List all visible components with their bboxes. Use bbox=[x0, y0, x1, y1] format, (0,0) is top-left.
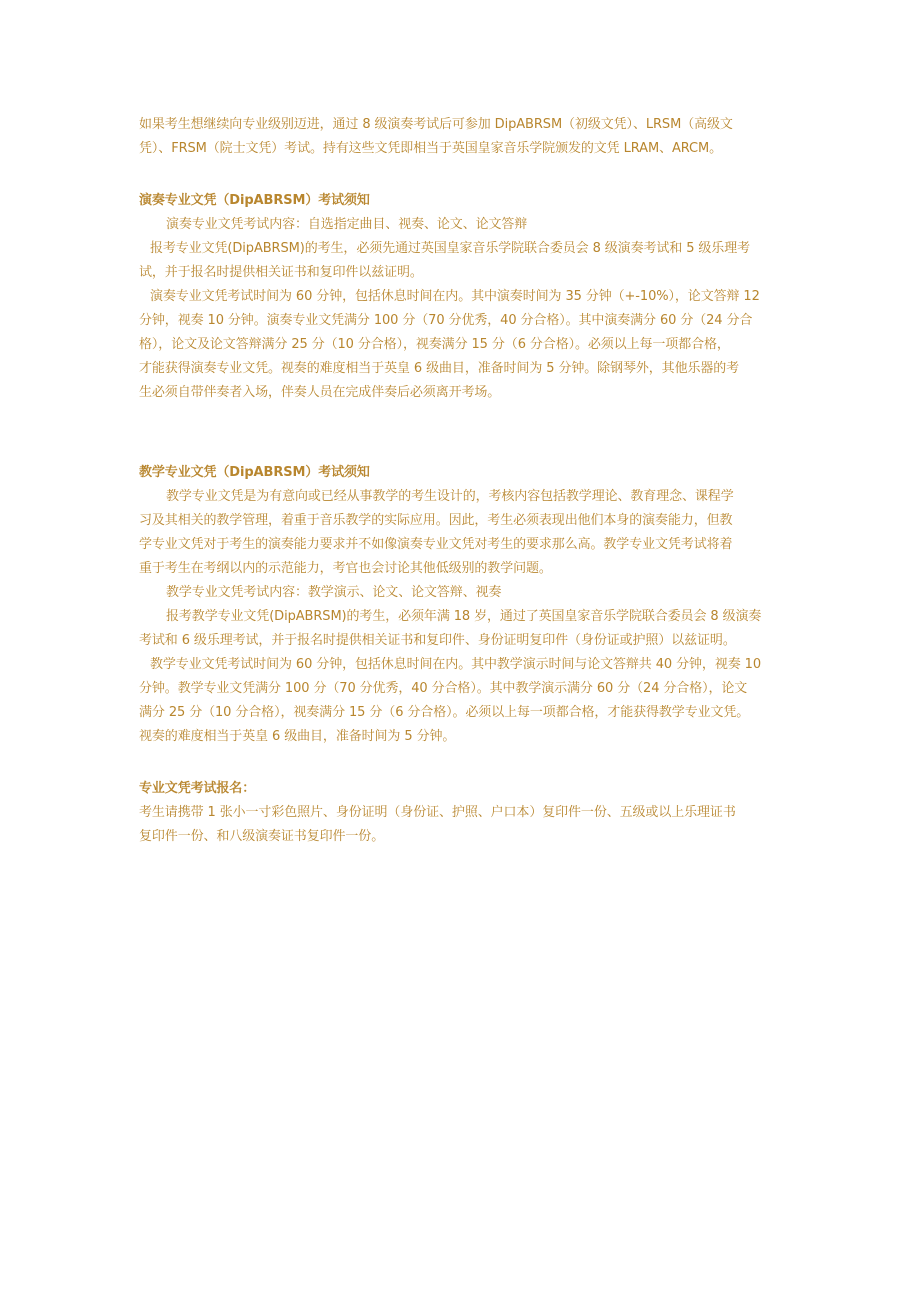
registration-section bbox=[139, 777, 789, 849]
teaching-content-line: 教学专业文凭考试内容：教学演示、论文、论文答辩、视奏 bbox=[166, 585, 502, 600]
performance-detail-line: 演奏专业文凭考试时间为 60 分钟，包括休息时间在内。其中演奏时间为 35 分钟（+-10%），论文答辩 12 bbox=[150, 289, 760, 304]
intro-line: 如果考生想继续向专业级别迈进，通过 8 级演奏考试后可参加 DipABRSM（初级文凭）、LRSM（高级文 bbox=[139, 117, 733, 132]
intro-line: 凭）、FRSM（院士文凭）考试。持有这些文凭即相当于英国皇家音乐学院颁发的文凭 LRAM、ARCM。 bbox=[139, 141, 723, 156]
teaching-detail-line: 分钟。教学专业文凭满分 100 分（70 分优秀，40 分合格）。其中教学演示满分 60 分（24 分合格），论文 bbox=[139, 681, 748, 696]
teaching-intro-line: 重于考生在考纲以内的示范能力，考官也会讨论其他低级别的教学问题。 bbox=[139, 561, 552, 576]
performance-heading: 演奏专业文凭（DipABRSM）考试须知 bbox=[139, 193, 370, 208]
teaching-intro-line: 学专业文凭对于考生的演奏能力要求并不如像演奏专业文凭对考生的要求那么高。教学专业文凭考试将着 bbox=[139, 537, 733, 552]
performance-section bbox=[139, 189, 789, 405]
teaching-heading: 教学专业文凭（DipABRSM）考试须知 bbox=[139, 465, 370, 480]
intro-paragraph bbox=[139, 113, 789, 161]
performance-requirement-line: 试，并于报名时提供相关证书和复印件以兹证明。 bbox=[139, 265, 423, 280]
teaching-intro-line: 教学专业文凭是为有意向或已经从事教学的考生设计的，考核内容包括教学理论、教育理念、课程学 bbox=[166, 489, 734, 504]
teaching-section bbox=[139, 461, 789, 749]
teaching-intro-line: 习及其相关的教学管理，着重于音乐教学的实际应用。因此，考生必须表现出他们本身的演奏能力，但教 bbox=[139, 513, 733, 528]
performance-detail-line: 才能获得演奏专业文凭。视奏的难度相当于英皇 6 级曲目，准备时间为 5 分钟。除钢琴外，其他乐器的考 bbox=[139, 361, 740, 376]
registration-line: 复印件一份、和八级演奏证书复印件一份。 bbox=[139, 829, 385, 844]
performance-detail-line: 生必须自带伴奏者入场，伴奏人员在完成伴奏后必须离开考场。 bbox=[139, 385, 501, 400]
teaching-requirement-line: 考试和 6 级乐理考试，并于报名时提供相关证书和复印件、身份证明复印件（身份证或护照）以兹证明。 bbox=[139, 633, 736, 648]
performance-requirement-line: 报考专业文凭(DipABRSM)的考生，必须先通过英国皇家音乐学院联合委员会 8 级演奏考试和 5 级乐理考 bbox=[150, 241, 751, 256]
performance-detail-line: 格），论文及论文答辩满分 25 分（10 分合格），视奏满分 15 分（6 分合格）。必须以上每一项都合格， bbox=[139, 337, 730, 352]
performance-detail-line: 分钟，视奏 10 分钟。演奏专业文凭满分 100 分（70 分优秀，40 分合格）。其中演奏满分 60 分（24 分合 bbox=[139, 313, 753, 328]
teaching-detail-line: 教学专业文凭考试时间为 60 分钟，包括休息时间在内。其中教学演示时间与论文答辩共 40 分钟，视奏 10 bbox=[150, 657, 761, 672]
teaching-detail-line: 视奏的难度相当于英皇 6 级曲目，准备时间为 5 分钟。 bbox=[139, 729, 456, 744]
teaching-detail-line: 满分 25 分（10 分合格），视奏满分 15 分（6 分合格）。必须以上每一项都合格，才能获得教学专业文凭。 bbox=[139, 705, 750, 720]
document-page bbox=[139, 113, 789, 849]
registration-heading: 专业文凭考试报名： bbox=[139, 781, 256, 796]
teaching-requirement-line: 报考教学专业文凭(DipABRSM)的考生，必须年满 18 岁，通过了英国皇家音乐学院联合委员会 8 级演奏 bbox=[166, 609, 762, 624]
performance-content-line: 演奏专业文凭考试内容：自选指定曲目、视奏、论文、论文答辩 bbox=[166, 217, 528, 232]
registration-line: 考生请携带 1 张小一寸彩色照片、身份证明（身份证、护照、户口本）复印件一份、五级或以上乐理证书 bbox=[139, 805, 736, 820]
